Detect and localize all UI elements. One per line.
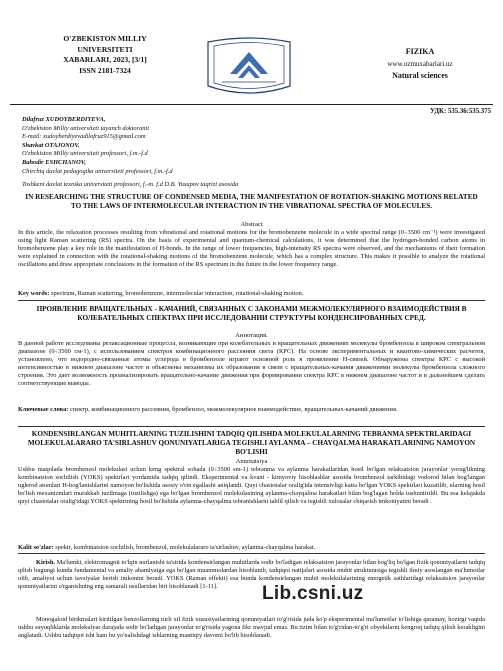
author-affiliation: Chirchiq davlat pedagogika universiteti professori, f.m.-f.d xyxy=(22,167,173,175)
authors-block xyxy=(22,116,482,176)
section-title-uz: KONDENSIRLANGAN MUHITLARNING TUZILISHINI TADQIQ QILISHDA MOLEKULALARNING TEBRANMA SPEKTRLARIDAGI MOLEKULALARARO TA'SIRLASHUV QONUNIYATLARIGA TEGISHLI AYLANMA – CHAYQALMA HARAKATLARINING NAMOYON BO'LISHI xyxy=(27,430,476,456)
intro-paragraph-2: Monogaloid birikmalari kiritilgan benzollarning turli xil fizik xususiyatlarining qonuniyatlari to'g'risida juda ko'p eksperimental ma'lumotlar to'lishiga qaramay, hozirgi vaqtda ushbu suyuqliklarda molekulyar darajada sodir bo'ladigan jarayonlar to'g'risida yagona fikr mavjud emas. Bu tizim bilan to'g'ridan-to'g'ri obyektlarni kengroq tadqiq qilish kerakligini anglatadi. Ushbu tadqiqot ishi ham bu yo'nalishdagi ishlarning mantiqiy davomi bo'lib hisoblanadi. xyxy=(18,616,485,640)
keywords-ru xyxy=(18,406,485,414)
author-affiliation: O'zbekiston Milliy universiteti tayanch doktoranti xyxy=(22,124,150,132)
keywords-label: Key words: xyxy=(18,290,50,297)
abstract-text-uz: Ushbu maqolada brombenzol molekulasi uchun keng spektral sohada (0÷3500 sm-1) tebranma va aylanma harakatlaridan hosil bo'lgan relaksatsion jarayonlar yorug'likning kombinatsion sochilish (YOKS) spektrlari yordamida tadqiq qilindi. Eksperimental va kvant - kimyoviy hisoblashlar asosida brombenzol tarkibidagi vodorod bilan bog'langan uglerod atomlari H-bog'lanishlarini namoyon bo'lishida asosiy o'rin egallashi aniqlandi. Quyi chastotalar oralig'ida intensivligi katta bo'lgan YOKS spektrlari kuzatilib, ularning hosil bo'lish mexanizmlari murakkab tuzilmaga (tuzilishga) ega bo'lgan brombenzol molekulasining aylanma-chayqalma harakatlari bilan bog'lagan holda tushuntirildi. Bu esa kelajakda quyi chastotalar oralig'idagi YOKS spektrining hosil bo'lishida aylanma-chayqalma tebranishlarni tahlil qilish va tegishli xulosalar chiqarish imkoniyatini beradi . xyxy=(18,466,485,506)
intro-lead: Kirish. xyxy=(36,559,55,566)
journal-url[interactable]: www.uzmuxabarlari.uz xyxy=(387,60,453,68)
section-divider xyxy=(18,426,485,427)
university-logo-icon xyxy=(200,34,298,104)
section-title-ru: ПРОЯВЛЕНИЕ ВРАЩАТЕЛЬНЫХ - КАЧАНИЙ, СВЯЗАННЫХ С ЗАКОНАМИ МЕЖМОЛЕКУЛЯРНОГО ВЗАИМОДЕЙСТВИЯ В КОЛЕБАТЕЛЬНЫХ СПЕКТРАХ ПРИ ИССЛЕДОВАНИИ СТРУКТУРЫ КОНДЕНСИРОВАННЫХ СРЕД. xyxy=(36,305,467,322)
intro-paragraph-1 xyxy=(18,559,485,591)
reviewer-note: Toshkent davlat texnika universiteti professori, f.-m. f.d D.B. Yusupov taqrizi asosida xyxy=(22,181,239,188)
intro-text: Ma'lumki, elektromagnit to'lqin nurlanishi ta'sirida kondensirlangan muhitlarda sodir bo'ladigan relaksatsion jarayonlar bilan bog'liq bo'lgan fizik qonuniyatlarni tadqiq qilish bugungi kunda fundamental va amaliy ahamiyatga ega bo'lgan muammolardan hisoblanib, tadqiqot natijalari asosida muhit strukturasiga tegishli ilmiy asoslangan ma'lumotlar olib, amaliyot uchun tavsiyalar berish imkonini beradi. YOKS (Raman effekti) esa bunda kondensirlangan muhit molekulalarining energetik sathlaridagi relaksatsion jarayonlar qonuniyatlarini o'rganishning eng samarali usullaridan biri hisoblanadi [1-11]. xyxy=(18,559,485,591)
keywords-uz xyxy=(18,544,485,552)
author-name: Shavkat OTAJONOV, xyxy=(22,141,80,149)
keywords-en xyxy=(18,290,485,298)
abstract-label-uz: Annotatsiya xyxy=(235,458,268,465)
site-watermark: Lib.csni.uz xyxy=(262,583,364,604)
journal-name-line-2: UNIVERSITETI xyxy=(77,44,133,54)
journal-issn: ISSN 2181-7324 xyxy=(79,65,131,75)
abstract-text-en: In this article, the relaxation processes resulting from vibrational and rotational motions for the bromobenzene molecule in a wide spectral range (0÷3500 cm⁻¹) were investigated using light Raman scattering (RS) spectra. On the basis of experimental and quantum-chemical calculations, it was determined that the hydrogen-bonded carbon atoms in bromobenzene play a key role in the manifestation of H-bonds. In the range of lower frequencies, high-intensity RS spectra were observed, and the mechanisms of their formation were explained in connection with the rotational-shaking motions of the bromobenzene molecule, which has a complex structure. This makes it possible to analyze the rotational oscillations and draw appropriate conclusions in the formation of the RS spectrum in the future in the lower frequency range. xyxy=(18,229,485,269)
section-divider xyxy=(18,553,485,554)
header-divider xyxy=(10,104,493,105)
journal-issue: XABARLARI, 2023, [3/1] xyxy=(63,55,147,64)
author-name: Dilafruz XUDOYBERDIYEVA, xyxy=(22,116,106,123)
abstract-label-ru: Аннотация. xyxy=(235,332,268,339)
journal-header-left xyxy=(30,34,180,76)
section-title-en: IN RESEARCHING THE STRUCTURE OF CONDENSED MEDIA, THE MANIFESTATION OF ROTATION-SHAKING MOTIONS RELATED TO THE LAWS OF INTERMOLECULAR INTERACTION IN THE VIBRATIONAL SPECTRA OF MOLECULES. xyxy=(25,193,478,210)
journal-section: FIZIKA xyxy=(405,47,435,56)
journal-header-right xyxy=(360,46,480,82)
keywords-text: spektr, kombinatsion sochilish, brombenzol, molekulalararo ta'sirlashuv, aylanma-chayqalma harakat. xyxy=(53,544,316,551)
author-name: Bahodir ESHCHANOV, xyxy=(22,158,86,166)
journal-name-line-1: O'ZBEKISTON MILLIY xyxy=(63,34,147,43)
abstract-text-ru: В данной работе исследованы релаксационные процессы, возникающие при колебательных и вращательных движениях молекулы бромбензола в широком спектральном диапазоне (0÷3500 см-1), с использованием спектров комбинационного рассеяния света (КРС). На основе экспериментальных и квантово-химических расчетов, установлено, что водородно-связанные атомы углерода в бромбензоле играют основной роль в проявлении Н-связей. Обнаружены спектры КРС с высокой интенсивностью в нижнем диапазоне частот и объяснены механизмы их образования в связи с вращательных-качания движениями молекулы бромбензола сложного строения. Это дает возможность проанализировать вращательно-качание движения при формировании спектра КРС в нижнем диапазоне частот и в дальнейшем сделать соответствующие выводы. xyxy=(18,340,485,388)
keywords-label: Ключевые слова: xyxy=(18,406,69,413)
keywords-text: spectrum, Raman scattering, bromobenzene, intermolecular interaction, rotational-shaking motion. xyxy=(49,290,304,297)
section-divider xyxy=(18,300,485,301)
udk-code: УДК: 535.36:535.375 xyxy=(430,108,491,115)
keywords-label: Kalit so'zlar: xyxy=(18,544,54,551)
journal-subtitle: Natural sciences xyxy=(392,71,448,80)
author-affiliation: O'zbekiston Milliy universiteti professori, f.m.-f.d xyxy=(22,150,148,158)
author-email[interactable]: E-mail: xudoyberdiyevadilafruz915@gmail.com xyxy=(22,133,146,141)
keywords-text: спектр, комбинационного рассеяния, бромбензол, межмолекулярное взаимодействие, вращательных-качаний движения. xyxy=(68,406,398,413)
abstract-label-en: Abstract xyxy=(240,221,263,228)
